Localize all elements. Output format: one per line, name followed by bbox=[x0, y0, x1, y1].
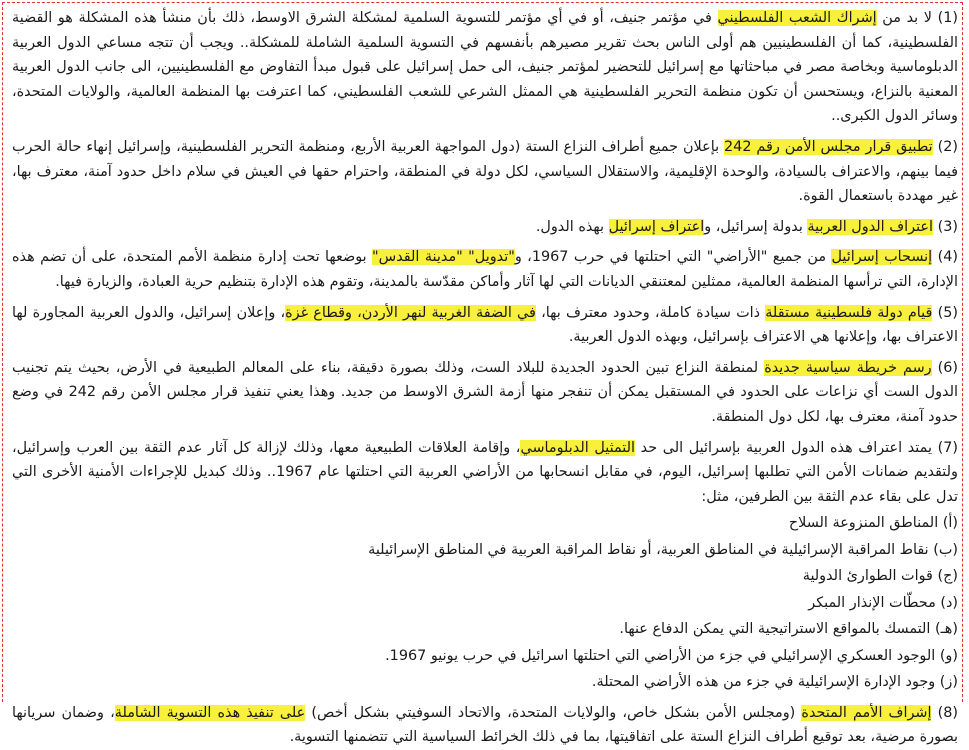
list-subitem bbox=[12, 536, 958, 563]
paragraph-text: (ب) نقاط المراقبة الإسرائيلية في المناطق العربية، أو نقاط المراقبة العربية في المناطق الإسرائيلية bbox=[368, 541, 958, 558]
list-subitem bbox=[12, 509, 958, 536]
highlighted-text: إشراف الأمم المتحدة bbox=[801, 704, 932, 721]
highlighted-text: "تدويل" "مدينة القدس" bbox=[372, 249, 515, 266]
paragraph-text: في مؤتمر جنيف، أو في أي مؤتمر للتسوية السلمية لمشكلة الشرق الاوسط، ذلك بأن منشأ هذه المشكلة هو القضية الفلسطينية، كما أن الفلسطينيين هم أولى الناس بحث تقرير مصيرهم بأنفسهم في التسوية السلمية الشاملة للمشكلة.. ويجب أن تتجه مساعي الدول العربية الدبلوماسية وبخاصة مصر في مباحثاتها مع إسرائيل للتحضير لمؤتمر جنيف، الى حمل إسرائيل على قبول مبدأ التفاوض مع الفلسطينيين، الى جانب الدول العربية المعنية بالنزاع، ويستحسن أن تكون منظمة التحرير الفلسطينية هي الممثل الشرعي للشعب الفلسطيني، كما اعترفت بها المنظمة العالمية، والولايات المتحدة، وسائر الدول الكبرى.. bbox=[12, 10, 958, 125]
list-item bbox=[12, 209, 958, 240]
paragraph-text: (2) bbox=[932, 138, 958, 155]
list-item bbox=[12, 695, 958, 750]
paragraph-text: ذات سيادة كاملة، وحدود معترف بها، bbox=[535, 304, 766, 321]
list-subitem bbox=[12, 615, 958, 642]
paragraph-text: بإعلان جميع أطراف النزاع الستة (دول المواجهة العربية الأربع، ومنظمة التحرير الفلسطينية، وإسرائيل إنهاء حالة الحرب فيما بينهم، والاعتراف بالسيادة، والوحدة الإقليمية، والاستقلال السياسي، لكل دولة في المنطقة، واحترام حقها في العيش في سلام داخل حدود آمنة، معترف بها، غير مهددة باستعمال القوة. bbox=[12, 138, 958, 205]
list-subitem bbox=[12, 562, 958, 589]
highlighted-text: على تنفيذ هذه التسوية الشاملة bbox=[114, 704, 306, 721]
paragraph-text: (د) محطّات الإنذار المبكر bbox=[808, 594, 958, 611]
paragraph-text: بهذه الدول. bbox=[535, 218, 609, 235]
paragraph-text: (1) لا بد من bbox=[876, 10, 958, 26]
list-item bbox=[12, 129, 958, 209]
paragraph-text: (ومجلس الأمن بشكل خاص، والولايات المتحدة، والاتحاد السوفيتي بشكل أخص) bbox=[305, 704, 802, 721]
highlighted-text: رسم خريطة سياسية جديدة bbox=[764, 359, 932, 376]
paragraph-text: (4) bbox=[932, 249, 958, 266]
highlighted-text: في الضفة الغربية لنهر الأردن، وقطاع غزة bbox=[285, 304, 536, 321]
paragraph-text: (6) bbox=[931, 359, 958, 376]
paragraph-text: (و) الوجود العسكري الإسرائيلي في جزء من الأراضي التي احتلتها اسرائيل في حرب يونيو 1967. bbox=[385, 647, 958, 664]
paragraph-text: (هـ) التمسك بالمواقع الاستراتيجية التي يمكن الدفاع عنها. bbox=[619, 621, 958, 638]
list-item bbox=[12, 430, 958, 510]
paragraph-text: ، وإقامة العلاقات الطبيعية معها، وذلك لإزالة كل آثار عدم الثقة بين العرب وإسرائيل، ولتقديم ضمانات الأمن التي تطلبها إسرائيل، اليوم، في مقابل انسحابها من الأراضي العربية التي احتلتها عام 1967.. وذلك كبديل للإجراءات الأمنية الأخرى التي تدل على بقاء عدم الثقة بين الطرفين، مثل: bbox=[12, 439, 958, 505]
paragraph-text: (3) bbox=[933, 218, 958, 235]
list-item bbox=[12, 295, 958, 350]
paragraph-text: بدولة إسرائيل، و bbox=[704, 218, 808, 235]
document-body bbox=[12, 0, 958, 750]
highlighted-text: التمثيل الدبلوماسي bbox=[520, 439, 636, 456]
highlighted-text: إشراك الشعب الفلسطيني bbox=[717, 10, 877, 26]
highlighted-text: إنسحاب إسرائيل bbox=[831, 249, 933, 266]
paragraph-text: ، وضمان سريانها بصورة مرضية، بعد توقيع أطراف النزاع الستة على اتفاقيتها، بما في ذلك الخرائط السياسية التي تتضمنها التسوية. bbox=[12, 704, 958, 746]
paragraph-text: (أ) المناطق المنزوعة السلاح bbox=[788, 515, 958, 532]
highlighted-text: تطبيق قرار مجلس الأمن رقم 242 bbox=[724, 138, 933, 155]
highlighted-text: قيام دولة فلسطينية مستقلة bbox=[765, 304, 933, 321]
paragraph-text: (7) يمتد اعتراف هذه الدول العربية بإسرائيل الى حد bbox=[635, 439, 958, 456]
paragraph-text: (ز) وجود الإدارة الإسرائيلية في جزء من هذه الأراضي المحتلة. bbox=[591, 674, 958, 691]
list-item bbox=[12, 0, 958, 129]
list-subitem bbox=[12, 589, 958, 616]
list-subitem bbox=[12, 642, 958, 669]
paragraph-text: (8) bbox=[931, 704, 958, 721]
paragraph-text: (ج) قوات الطوارئ الدولية bbox=[802, 568, 958, 585]
paragraph-text: بوضعها تحت إدارة منظمة الأمم المتحدة، على أن تضم هذه الإدارة، التي ترأسها المنظمة العالمية، ممثلين لمعتنقي الديانات التي لها آثار وأماكن مقدّسة بالمدينة، وتقوم هذه الإدارة بتنظيم حرية العبادة، والزيارة فيها. bbox=[12, 249, 958, 290]
highlighted-text: اعتراف إسرائيل bbox=[608, 218, 705, 235]
paragraph-text: ، وإعلان إسرائيل، والدول العربية المجاورة لها الاعتراف بها، وإعلانها هي الاعتراف بإسرائيل، وبهذه الدول العربية. bbox=[12, 304, 958, 346]
highlighted-text: اعتراف الدول العربية bbox=[807, 218, 934, 235]
paragraph-text: من جميع "الأراضي" التي احتلتها في حرب 1967، و bbox=[514, 249, 832, 266]
paragraph-text: (5) bbox=[932, 304, 958, 321]
list-item bbox=[12, 350, 958, 430]
list-item bbox=[12, 239, 958, 294]
paragraph-text: لمنطقة النزاع تبين الحدود الجديدة للبلاد الست، وذلك بصورة دقيقة، بناء على المعالم الطبيعية في الأرض، بحيث يتم تجنيب الدول الست أي نزاعات على الحدود في المستقبل يمكن أن تنفجر منها أزمة الشرق الاوسط من جديد. وهذا يعني تنفيذ قرار مجلس الأمن رقم 242 في وضع حدود آمنة، معترف بها، لكل دول المنطقة. bbox=[12, 359, 958, 425]
